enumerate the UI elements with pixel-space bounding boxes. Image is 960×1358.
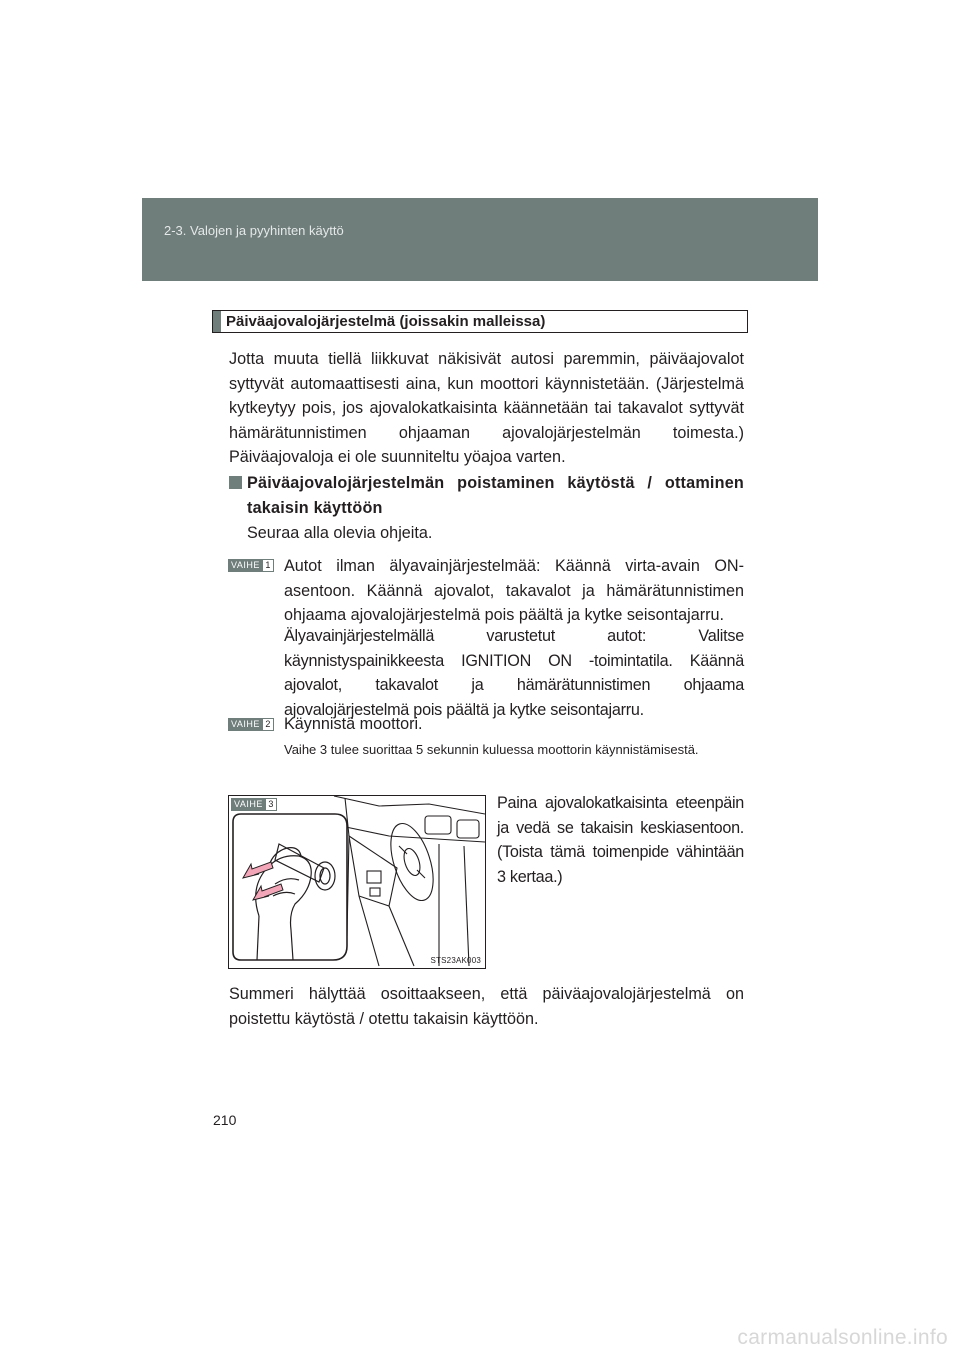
lower-dash-line-2 xyxy=(389,906,414,966)
lower-dash-line xyxy=(359,896,379,966)
step-2-badge xyxy=(228,718,274,731)
subheading: Päiväajovalojärjestelmän poistaminen käytöstä / ottaminen takaisin käyttöön xyxy=(247,474,744,517)
zoom-bubble xyxy=(233,814,347,960)
step-2-badge-word: VAIHE xyxy=(228,718,263,731)
step-3-badge-word: VAIHE xyxy=(231,798,266,811)
dashboard-top-line xyxy=(334,796,485,814)
step-3-illustration xyxy=(228,795,486,969)
page-number: 210 xyxy=(213,1112,237,1128)
step-3-badge-number: 3 xyxy=(266,798,277,811)
step-3-text: Paina ajovalokatkaisinta eteenpäin ja vedä se takaisin keskiasentoon. (Toista tämä toimenpide vähintään 3 kertaa.) xyxy=(497,794,744,886)
step-2-note: Vaihe 3 tulee suorittaa 5 sekunnin kuluessa moottorin käynnistämisestä. xyxy=(284,742,699,757)
figure-code: STS23AK003 xyxy=(430,956,481,965)
steering-lever-drawing xyxy=(229,796,485,968)
section-title: Päiväajovalojärjestelmä (joissakin malleissa) xyxy=(226,313,546,330)
section-breadcrumb: 2-3. Valojen ja pyyhinten käyttö xyxy=(164,223,344,238)
step-2-text: Käynnistä moottori. xyxy=(284,715,423,733)
dash-switch-2 xyxy=(370,888,380,896)
conclusion-paragraph: Summeri hälyttää osoittaakseen, että päiväajovalojärjestelmä on poistettu käytöstä / otettu takaisin käyttöön. xyxy=(229,985,744,1028)
header-band xyxy=(142,198,818,281)
steering-wheel-spokes xyxy=(399,846,425,878)
step-2-badge-number: 2 xyxy=(263,718,274,731)
section-title-box xyxy=(212,310,748,333)
intro-paragraph: Jotta muuta tiellä liikkuvat näkisivät autosi paremmin, päiväajovalot syttyvät automaattisesti aina, kun moottori käynnistetään. (Järjestelmä kytkeytyy pois, jos ajovalokatkaisinta käännetään tai takavalot syttyvät hämärätunnistimen ohjaaman ajovalojärjestelmän toimesta.) Päiväajovaloja ei ole suunniteltu yöajoa varten. xyxy=(229,350,744,467)
console-line-2 xyxy=(464,846,469,966)
dash-switch-1 xyxy=(367,871,381,883)
step-1-badge-word: VAIHE xyxy=(228,559,263,572)
subheading-square-bullet xyxy=(229,476,242,489)
center-display xyxy=(457,820,479,838)
center-vent xyxy=(425,816,451,834)
step-3-badge xyxy=(231,798,277,811)
step-1-badge-number: 1 xyxy=(263,559,274,572)
watermark: carmanualsonline.info xyxy=(737,1326,948,1349)
step-1-text-smart-key: Älyavainjärjestelmällä varustetut autot: Valitse käynnistyspainikkeesta IGNITION ON -toimintatila. Käännä ajovalot, takavalot ja hämärätunnistimen ohjaama ajovalojärjestelmä pois päältä ja kytke seisontajarru. xyxy=(284,627,744,719)
section-title-accent xyxy=(213,311,221,332)
step-1-text: Autot ilman älyavainjärjestelmää: Käännä virta-avain ON-asentoon. Käännä ajovalot, takavalot ja hämärätunnistimen ohjaama ajovalojärjestelmä pois päältä ja kytke seisontajarru. xyxy=(284,557,744,625)
instruction-text: Seuraa alla olevia ohjeita. xyxy=(247,524,433,542)
step-1-badge xyxy=(228,559,274,572)
